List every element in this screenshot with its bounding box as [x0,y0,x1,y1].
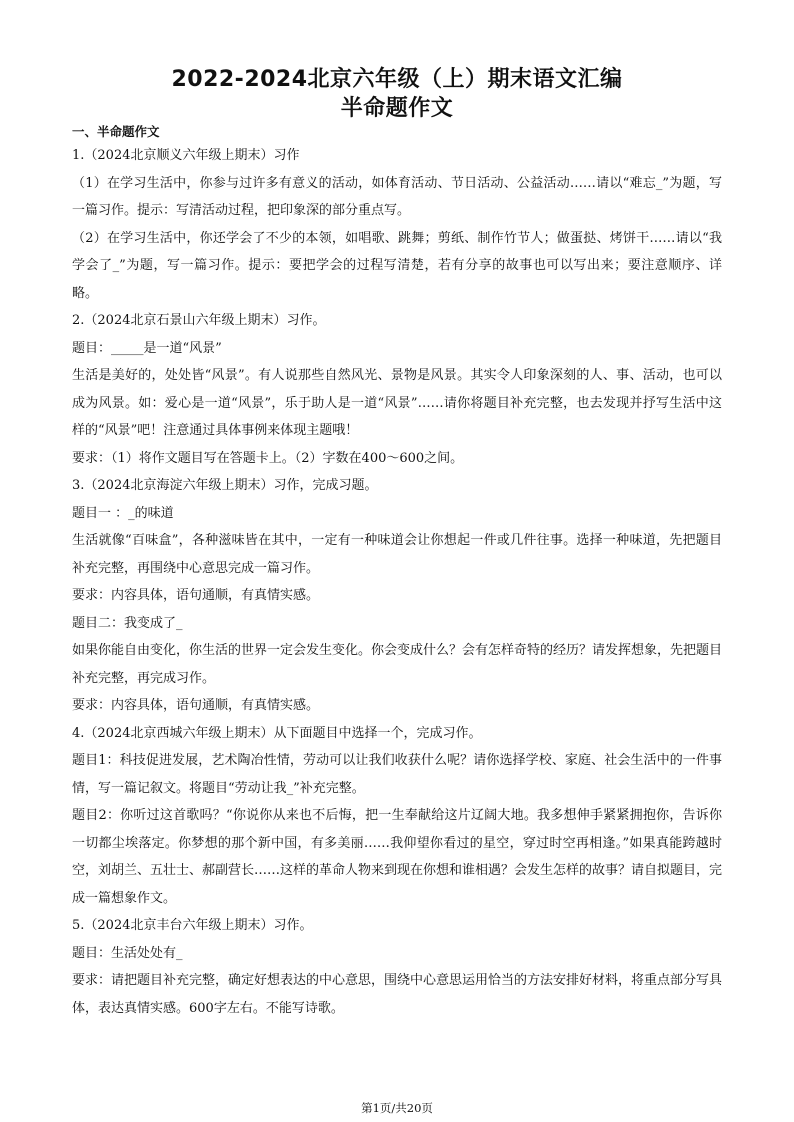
question-2-topic: 题目：_____是一道“风景” [72,340,222,356]
question-3-topic-1-requirements: 要求：内容具体，语句通顺，有真情实感。 [72,588,320,603]
question-2-header: 2.（2024北京石景山六年级上期末）习作。 [72,313,326,328]
question-2-requirements: 要求：（1）将作文题目写在答题卡上。（2）字数在400～600之间。 [72,450,464,466]
question-3-header: 3.（2024北京海淀六年级上期末）习作，完成习题。 [72,478,378,493]
question-1-header: 1.（2024北京顺义六年级上期末）习作 [72,148,300,163]
question-5-requirements: 要求：请把题目补充完整，确定好想表达的中心意思，围绕中心意思运用恰当的方法安排好材料，将重点部分写具体，表达真情实感。600字左右。不能写诗歌。 [72,973,723,1016]
question-4-header: 4.（2024北京西城六年级上期末）从下面题目中选择一个，完成习作。 [72,725,482,741]
question-3-topic-2-requirements: 要求：内容具体，语句通顺，有真情实感。 [72,698,320,713]
question-3-topic-2-description: 如果你能自由变化，你生活的世界一定会发生变化。你会变成什么？会有怎样奇特的经历？请发挥想象，先把题目补充完整，再完成习作。 [72,643,723,686]
question-3-topic-1: 题目一 ：_的味道 [72,505,174,521]
question-4-topic-1: 题目1：科技促进发展，艺术陶冶性情，劳动可以让我们收获什么呢？请你选择学校、家庭、社会生活中的一件事情，写一篇记叙文。将题目“劳动让我_”补充完整。 [72,753,722,796]
page-number-footer: 第1页/共20页 [361,1101,433,1115]
question-5-topic: 题目：生活处处有_ [72,945,183,961]
question-2-description: 生活是美好的，处处皆“风景”。有人说那些自然风光、景物是风景。其实令人印象深刻的人、事、活动，也可以成为风景。如：爱心是一道“风景”，乐于助人是一道“风景”……请你将题目补充完整，也去发现并抒写生活中这样的“风景”吧！注意通过具体事例来体现主题哦！ [72,368,722,438]
document-subtitle: 半命题作文 [340,96,454,121]
document-title: 2022-2024北京六年级（上）期末语文汇编 [171,67,623,92]
document-body [72,124,722,1022]
question-5-header: 5.（2024北京丰台六年级上期末）习作。 [72,918,313,933]
question-3-topic-1-description: 生活就像“百味盒”，各种滋味皆在其中，一定有一种味道会让你想起一件或几件往事。选择一种味道，先把题目补充完整，再围绕中心意思完成一篇习作。 [72,533,722,576]
question-4-topic-2: 题目2：你听过这首歌吗？“你说你从来也不后悔，把一生奉献给这片辽阔大地。我多想伸手紧紧拥抱你，告诉你一切都尘埃落定。你梦想的那个新中国，有多美丽……我仰望你看过的星空，穿过时空再相逢。”如果真能跨越时空，刘胡兰、五壮士、郝副营长……这样的革命人物来到现在你想和谁相遇？会发生怎样的故事？请自拟题目，完成一篇想象作文。 [72,808,723,906]
question-1-prompt-1: （1）在学习生活中，你参与过许多有意义的活动，如体育活动、节日活动、公益活动……请以“难忘_”为题，写一篇习作。提示：写清活动过程，把印象深的部分重点写。 [72,175,722,218]
question-1-prompt-2: （2）在学习生活中，你还学会了不少的本领，如唱歌、跳舞；剪纸、制作竹节人；做蛋挞、烤饼干……请以“我学会了_”为题，写一篇习作。提示：要把学会的过程写清楚，若有分享的故事也可以写出来；要注意顺序、详略。 [72,230,722,301]
question-3-topic-2: 题目二：我变成了_ [72,615,183,631]
section-heading: 一、半命题作文 [72,124,160,139]
